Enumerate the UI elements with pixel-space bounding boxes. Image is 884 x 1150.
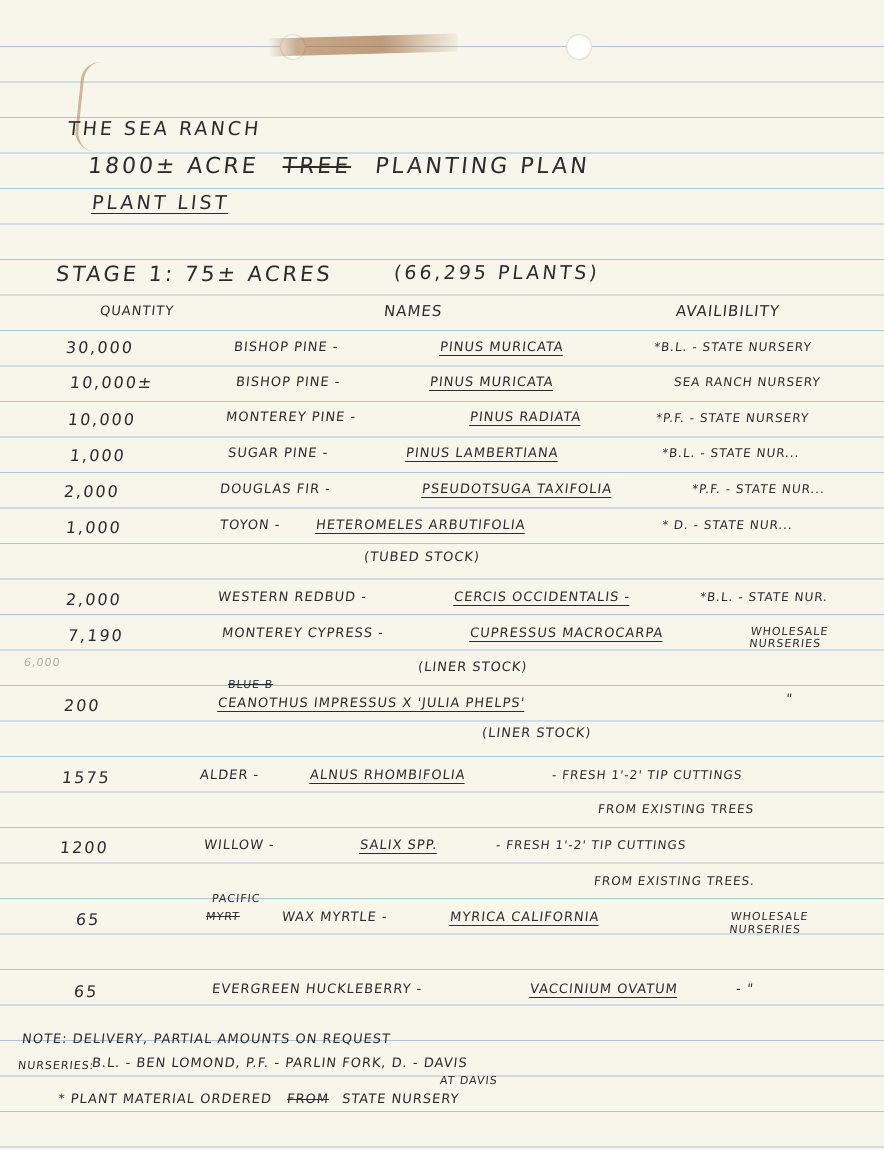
footnote-star [57,1092,460,1107]
qty-cell: 65 [73,982,100,1001]
qty-cell: 2,000 [65,590,123,609]
footnote-text-a: * PLANT MATERIAL ORDERED [57,1092,273,1107]
common-name: DOUGLAS FIR - [219,482,332,497]
stage-label: STAGE 1: 75± ACRES [54,262,334,286]
qty-cell: 7,190 [67,626,125,645]
qty-cell: 2,000 [63,482,121,501]
title-plan: PLANTING PLAN [373,154,591,179]
latin-name: VACCINIUM OVATUM [529,982,679,997]
latin-name: CEANOTHUS IMPRESSUS X 'JULIA PHELPS' [217,696,526,711]
availability-cell: - FRESH 1'-2' TIP CUTTINGS [551,768,744,782]
qty-cell: 10,000± [69,373,155,392]
title-line1: THE SEA RANCH [66,118,263,140]
stock-note: (LINER STOCK) [417,660,529,675]
availability-cell: WHOLESALE NURSERIES [728,910,810,936]
qty-cell: 200 [63,696,102,715]
title-struck-word: TREE [281,154,353,179]
qty-cell: 1575 [61,768,112,787]
common-name: TOYON - [219,518,282,533]
availability-cell: - " [735,982,755,997]
tape-residue [268,34,458,57]
common-name: MONTEREY PINE - [225,410,357,425]
availability-cell: *B.L. - STATE NURSERY [653,340,813,354]
availability-cell: *P.F. - STATE NUR... [691,482,826,496]
common-name: BISHOP PINE - [233,340,340,355]
availability-cell: WHOLESALE NURSERIES [748,625,830,650]
availability-cell: * D. - STATE NUR... [661,518,794,532]
latin-name: CERCIS OCCIDENTALIS - [453,590,631,605]
title-line2 [87,154,591,179]
common-name: WILLOW - [203,838,276,853]
latin-name: PINUS RADIATA [469,410,583,425]
latin-name: PINUS MURICATA [439,340,565,355]
latin-name: PSEUDOTSUGA TAXIFOLIA [421,482,613,497]
qty-cell: 1,000 [69,446,127,465]
footnote-inserted: AT DAVIS [439,1074,499,1087]
title-acreage: 1800± ACRE [86,154,260,179]
common-name: MONTEREY CYPRESS - [221,626,385,641]
availability-cell-cont: FROM EXISTING TREES. [593,874,756,888]
common-name: SUGAR PINE - [227,446,330,461]
footnote-text-b: STATE NURSERY [341,1092,461,1107]
availability-cell-cont: FROM EXISTING TREES [597,802,755,816]
common-name: ALDER - [199,768,261,783]
stock-note: (TUBED STOCK) [363,550,481,565]
latin-name: HETEROMELES ARBUTIFOLIA [315,518,527,533]
latin-name: CUPRESSUS MACROCARPA [469,626,665,641]
qty-cell: 1200 [59,838,110,857]
struck-word: BLUE B [227,678,274,691]
latin-name: MYRICA CALIFORNIA [449,910,601,925]
availability-cell: *B.L. - STATE NUR. [699,590,829,604]
nurseries-key: B.L. - BEN LOMOND, P.F. - PARLIN FORK, D. - DAVIS [91,1056,469,1071]
column-quantity: QUANTITY [99,304,175,319]
common-name: WESTERN REDBUD - [217,590,368,605]
footnote-struck: FROM [286,1092,330,1107]
stage-plants: (66,295 PLANTS) [392,262,601,284]
latin-name: PINUS LAMBERTIANA [405,446,560,461]
qty-cell: 30,000 [65,338,135,357]
delivery-note: NOTE: DELIVERY, PARTIAL AMOUNTS ON REQUEST [21,1032,392,1047]
availability-cell: *B.L. - STATE NUR... [661,446,801,460]
latin-name: SALIX SPP. [359,838,439,853]
stock-note: (LINER STOCK) [481,726,593,741]
latin-name: ALNUS RHOMBIFOLIA [309,768,467,783]
nurseries-label: NURSERIES: [17,1059,96,1072]
qty-cell: 1,000 [65,518,123,537]
column-availability: AVAILIBILITY [675,302,781,320]
inserted-word: PACIFIC [211,892,262,905]
punch-hole [566,34,592,60]
ditto-mark: " [785,692,794,707]
availability-cell: - FRESH 1'-2' TIP CUTTINGS [495,838,688,852]
availability-cell: *P.F. - STATE NURSERY [655,411,810,425]
column-names: NAMES [383,302,444,320]
availability-cell: SEA RANCH NURSERY [673,375,822,389]
common-name: EVERGREEN HUCKLEBERRY - [211,982,424,997]
struck-word: MYRT [205,910,241,923]
latin-name: PINUS MURICATA [429,375,555,390]
qty-cell: 10,000 [67,410,137,429]
qty-cell: 65 [75,910,102,929]
common-name: WAX MYRTLE - [281,910,389,925]
margin-note: 6,000 [23,656,62,669]
common-name: BISHOP PINE - [235,375,342,390]
subtitle: PLANT LIST [90,192,231,214]
